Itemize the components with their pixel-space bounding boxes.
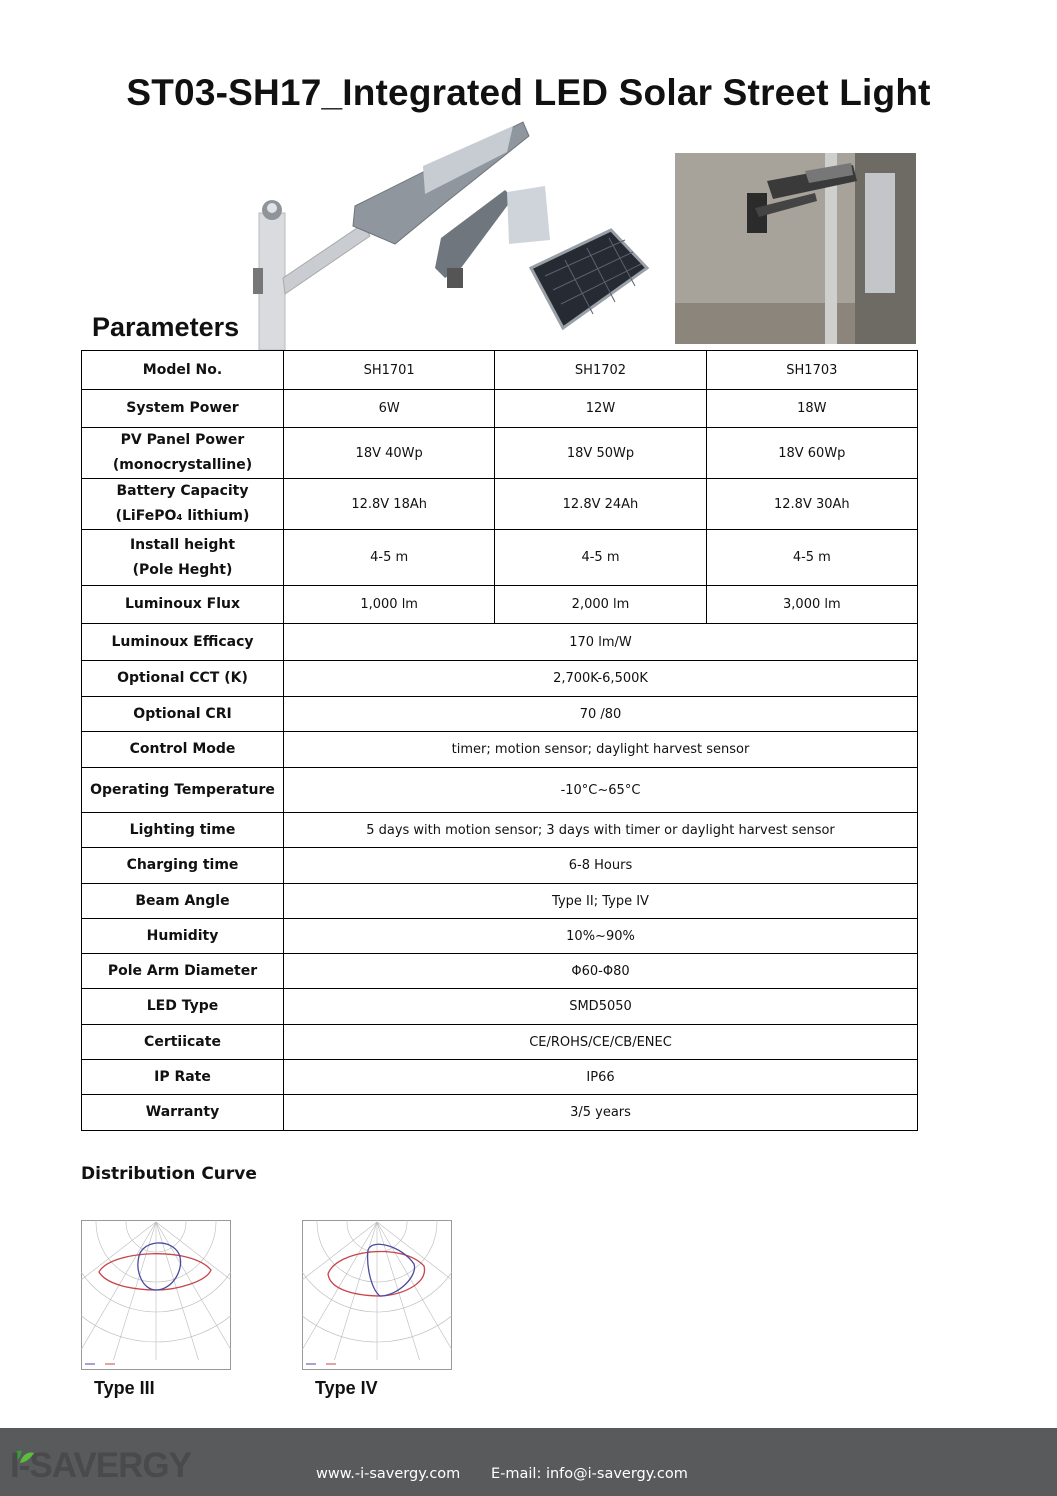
- value-cell: 4-5 m: [495, 530, 706, 586]
- distribution-curve-type-iv: [302, 1220, 452, 1370]
- row-label: Model No.: [82, 351, 284, 390]
- row-label: Control Mode: [82, 732, 284, 768]
- value-cell: 6-8 Hours: [284, 848, 918, 884]
- curve-label-type-iv: Type IV: [315, 1378, 378, 1398]
- value-cell: 12W: [495, 390, 706, 428]
- table-row: [82, 390, 918, 428]
- value-cell: Type II; Type IV: [284, 884, 918, 919]
- table-row: [82, 732, 918, 768]
- table-row: [82, 661, 918, 697]
- value-cell: SMD5050: [284, 989, 918, 1025]
- value-cell: 2,000 lm: [495, 586, 706, 624]
- footer-email-link[interactable]: E-mail: info@i-savergy.com: [491, 1466, 688, 1482]
- value-cell: 1,000 lm: [284, 586, 495, 624]
- row-label: Luminoux Flux: [82, 586, 284, 624]
- value-cell: 18V 50Wp: [495, 428, 706, 479]
- table-row: [82, 479, 918, 530]
- table-row: [82, 428, 918, 479]
- row-label: System Power: [82, 390, 284, 428]
- footer-website-link[interactable]: www.-i-savergy.com: [316, 1466, 461, 1482]
- row-label: Operating Temperature: [82, 768, 284, 813]
- row-label: [82, 428, 284, 479]
- value-cell: IP66: [284, 1060, 918, 1095]
- model-cell: SH1701: [284, 351, 495, 390]
- label-line: Battery Capacity: [116, 483, 249, 499]
- value-cell: CE/ROHS/CE/CB/ENEC: [284, 1025, 918, 1060]
- label-line: (monocrystalline): [112, 457, 253, 473]
- table-row: [82, 884, 918, 919]
- value-cell: 18V 40Wp: [284, 428, 495, 479]
- table-row: [82, 989, 918, 1025]
- value-cell: 18W: [706, 390, 917, 428]
- table-row: [82, 848, 918, 884]
- row-label: Charging time: [82, 848, 284, 884]
- table-row: [82, 919, 918, 954]
- row-label: Optional CRI: [82, 697, 284, 732]
- installation-photo: [675, 153, 916, 344]
- table-row: [82, 624, 918, 661]
- table-row: [82, 1025, 918, 1060]
- value-cell: 3,000 lm: [706, 586, 917, 624]
- row-label: Humidity: [82, 919, 284, 954]
- label-line: (LiFePO₄ lithium): [115, 508, 250, 524]
- table-row: [82, 768, 918, 813]
- table-row: [82, 586, 918, 624]
- value-cell: 12.8V 30Ah: [706, 479, 917, 530]
- model-cell: SH1703: [706, 351, 917, 390]
- row-label: Warranty: [82, 1095, 284, 1131]
- row-label: Lighting time: [82, 813, 284, 848]
- value-cell: -10°C~65°C: [284, 768, 918, 813]
- value-cell: 5 days with motion sensor; 3 days with timer or daylight harvest sensor: [284, 813, 918, 848]
- label-line: (Pole Heght): [132, 561, 233, 578]
- value-cell: Φ60-Φ80: [284, 954, 918, 989]
- row-label: [82, 479, 284, 530]
- value-cell: 12.8V 24Ah: [495, 479, 706, 530]
- row-label: Certiicate: [82, 1025, 284, 1060]
- spec-table: [81, 350, 918, 1131]
- table-row: [82, 1060, 918, 1095]
- value-cell: 12.8V 18Ah: [284, 479, 495, 530]
- value-cell: 2,700K-6,500K: [284, 661, 918, 697]
- value-cell: 70 /80: [284, 697, 918, 732]
- product-image: [245, 118, 655, 350]
- label-line: Install height: [129, 536, 236, 553]
- distribution-curve-type-iii: [81, 1220, 231, 1370]
- company-logo: I-SAVERGY: [10, 1446, 191, 1485]
- table-row: [82, 697, 918, 732]
- value-cell: 170 lm/W: [284, 624, 918, 661]
- table-row: [82, 1095, 918, 1131]
- row-label: LED Type: [82, 989, 284, 1025]
- curve-label-type-iii: Type III: [94, 1378, 155, 1398]
- row-label: Optional CCT (K): [82, 661, 284, 697]
- page-title: ST03-SH17_Integrated LED Solar Street Light: [126, 72, 931, 113]
- value-cell: 4-5 m: [284, 530, 495, 586]
- row-label: Beam Angle: [82, 884, 284, 919]
- value-cell: 4-5 m: [706, 530, 917, 586]
- value-cell: 18V 60Wp: [706, 428, 917, 479]
- distribution-heading: Distribution Curve: [81, 1164, 257, 1184]
- value-cell: timer; motion sensor; daylight harvest sensor: [284, 732, 918, 768]
- parameters-heading: Parameters: [92, 312, 240, 342]
- table-row: [82, 530, 918, 586]
- row-label: Pole Arm Diameter: [82, 954, 284, 989]
- row-label: Luminoux Efficacy: [82, 624, 284, 661]
- label-line: PV Panel Power: [120, 432, 245, 448]
- row-label: [82, 530, 284, 586]
- table-row: [82, 351, 918, 390]
- value-cell: 6W: [284, 390, 495, 428]
- value-cell: 3/5 years: [284, 1095, 918, 1131]
- value-cell: 10%~90%: [284, 919, 918, 954]
- table-row: [82, 954, 918, 989]
- table-row: [82, 813, 918, 848]
- model-cell: SH1702: [495, 351, 706, 390]
- row-label: IP Rate: [82, 1060, 284, 1095]
